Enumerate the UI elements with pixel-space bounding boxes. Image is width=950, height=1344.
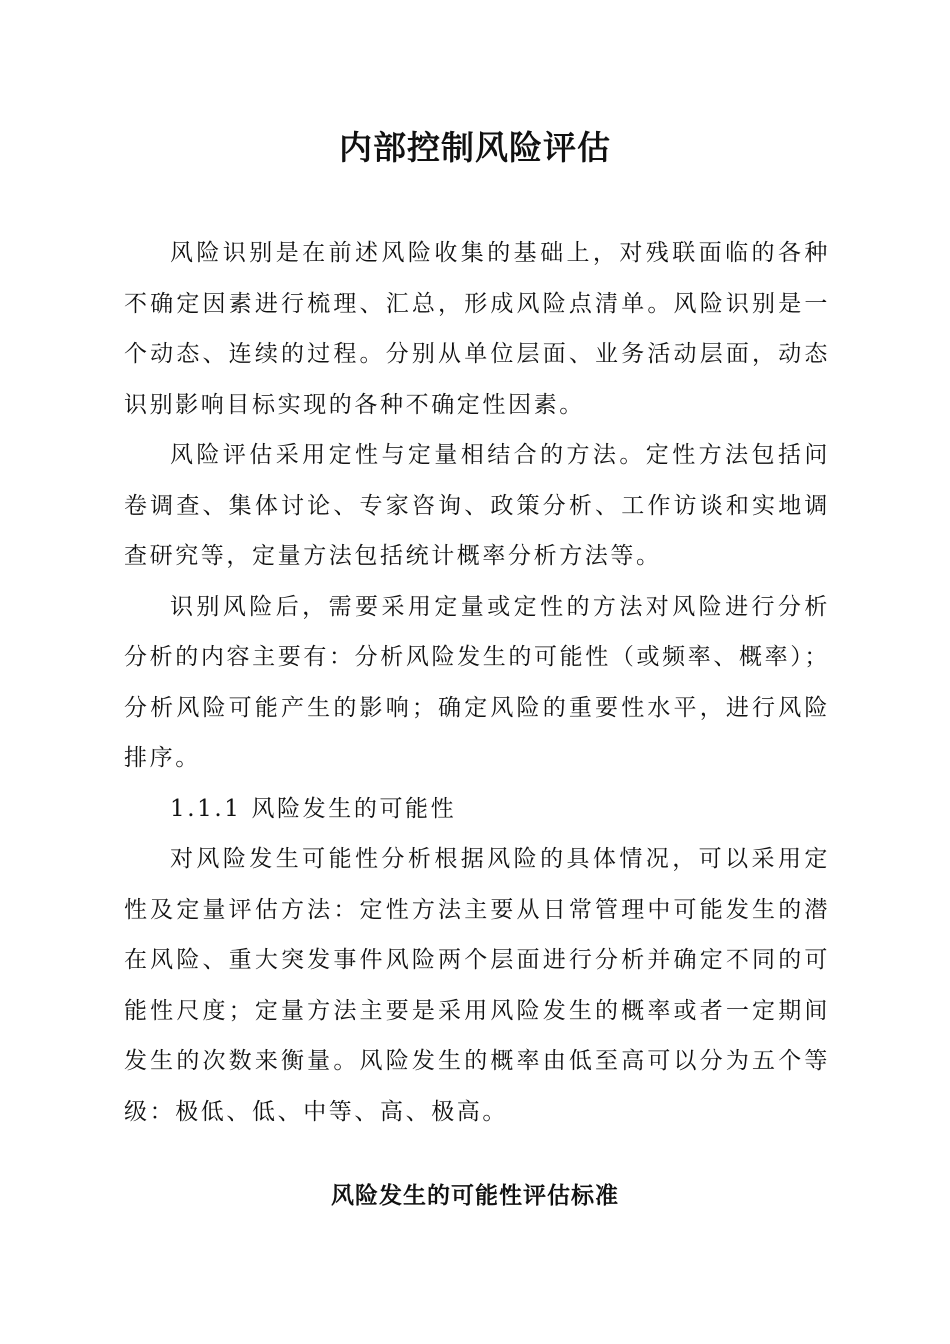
paragraph-likelihood-analysis: 对风险发生可能性分析根据风险的具体情况，可以采用定性及定量评估方法：定性方法主要从日常管理中可能发生的潜在风险、重大突发事件风险两个层面进行分析并确定不同的可能性尺度；定量方法主要是采用风险发生的概率或者一定期间发生的次数来衡量。风险发生的概率由低至高可以分为五个等级：极低、低、中等、高、极高。 [124, 846, 830, 1125]
document-body [124, 228, 830, 1137]
paragraph-risk-assessment-methods: 风险评估采用定性与定量相结合的方法。定性方法包括问卷调查、集体讨论、专家咨询、政策分析、工作访谈和实地调查研究等，定量方法包括统计概率分析方法等。 [124, 442, 830, 569]
paragraph-risk-identification: 风险识别是在前述风险收集的基础上，对残联面临的各种不确定因素进行梳理、汇总，形成风险点清单。风险识别是一个动态、连续的过程。分别从单位层面、业务活动层面，动态识别影响目标实现的各种不确定性因素。 [124, 240, 830, 418]
paragraph-risk-analysis: 识别风险后，需要采用定量或定性的方法对风险进行分析分析的内容主要有：分析风险发生的可能性（或频率、概率）；分析风险可能产生的影响；确定风险的重要性水平，进行风险排序。 [124, 593, 830, 771]
subsection-title: 风险发生的可能性 [251, 795, 457, 822]
subsection-number: 1.1.1 [170, 795, 242, 822]
document-title: 内部控制风险评估 [339, 128, 611, 167]
subsection-heading [124, 784, 830, 835]
table-caption: 风险发生的可能性评估标准 [331, 1182, 619, 1209]
